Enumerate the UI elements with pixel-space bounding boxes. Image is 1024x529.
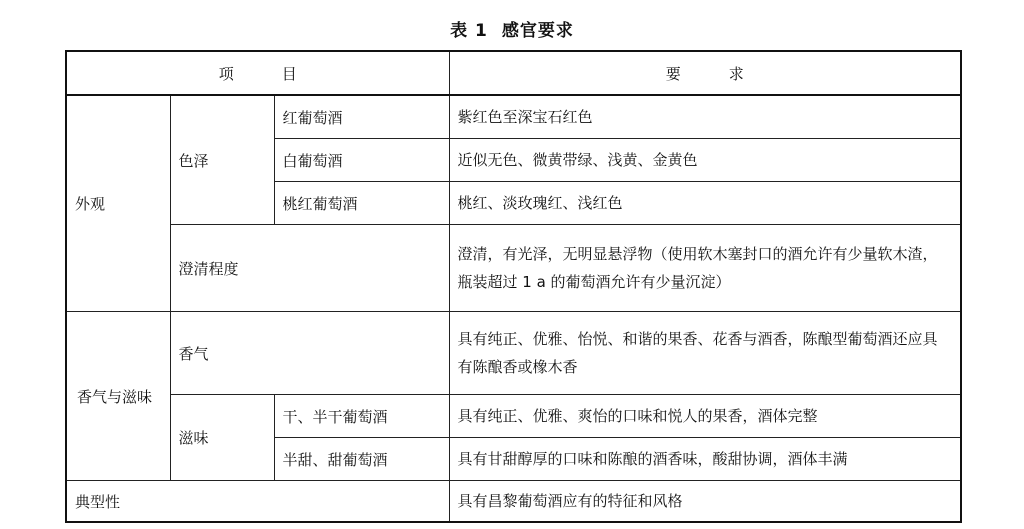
cell-red-wine: 红葡萄酒 [274,95,449,139]
cell-sweet-requirement: 具有甘甜醇厚的口味和陈酿的酒香味，酸甜协调，酒体丰满 [449,438,961,481]
table-caption: 感官要求 [501,21,574,41]
table-row [66,95,961,139]
table-row [66,225,961,312]
cell-taste: 滋味 [170,395,274,481]
cell-aroma: 香气 [170,312,449,395]
cell-aroma-taste: 香气与滋味 [66,312,170,481]
cell-typicality: 典型性 [66,481,449,523]
cell-clarity: 澄清程度 [170,225,449,312]
cell-white-requirement: 近似无色、微黄带绿、浅黄、金黄色 [449,139,961,182]
table-row [66,395,961,438]
cell-dry-wine: 干、半干葡萄酒 [274,395,449,438]
table-row [66,312,961,395]
cell-sweet-wine: 半甜、甜葡萄酒 [274,438,449,481]
cell-rose-requirement: 桃红、淡玫瑰红、浅红色 [449,182,961,225]
header-req-char2: 求 [728,64,744,83]
table-row [66,481,961,523]
cell-dry-requirement: 具有纯正、优雅、爽怡的口味和悦人的果香，酒体完整 [449,395,961,438]
table-number: 表 1 [450,21,488,41]
table-title [0,16,1024,41]
sensory-requirements-table [65,50,962,523]
cell-clarity-requirement: 澄清，有光泽，无明显悬浮物（使用软木塞封口的酒允许有少量软木渣，瓶装超过 1 a 的葡萄酒允许有少量沉淀） [449,225,961,312]
header-item-char2: 目 [281,64,297,83]
table-header-row [66,51,961,95]
cell-white-wine: 白葡萄酒 [274,139,449,182]
cell-appearance: 外观 [66,95,170,312]
header-item-char1: 项 [218,64,234,83]
cell-red-requirement: 紫红色至深宝石红色 [449,95,961,139]
header-req-char1: 要 [665,64,681,83]
header-item [66,51,449,95]
cell-rose-wine: 桃红葡萄酒 [274,182,449,225]
cell-aroma-requirement: 具有纯正、优雅、怡悦、和谐的果香、花香与酒香，陈酿型葡萄酒还应具有陈酿香或橡木香 [449,312,961,395]
header-requirement [449,51,961,95]
cell-typicality-requirement: 具有昌黎葡萄酒应有的特征和风格 [449,481,961,523]
cell-color: 色泽 [170,95,274,225]
